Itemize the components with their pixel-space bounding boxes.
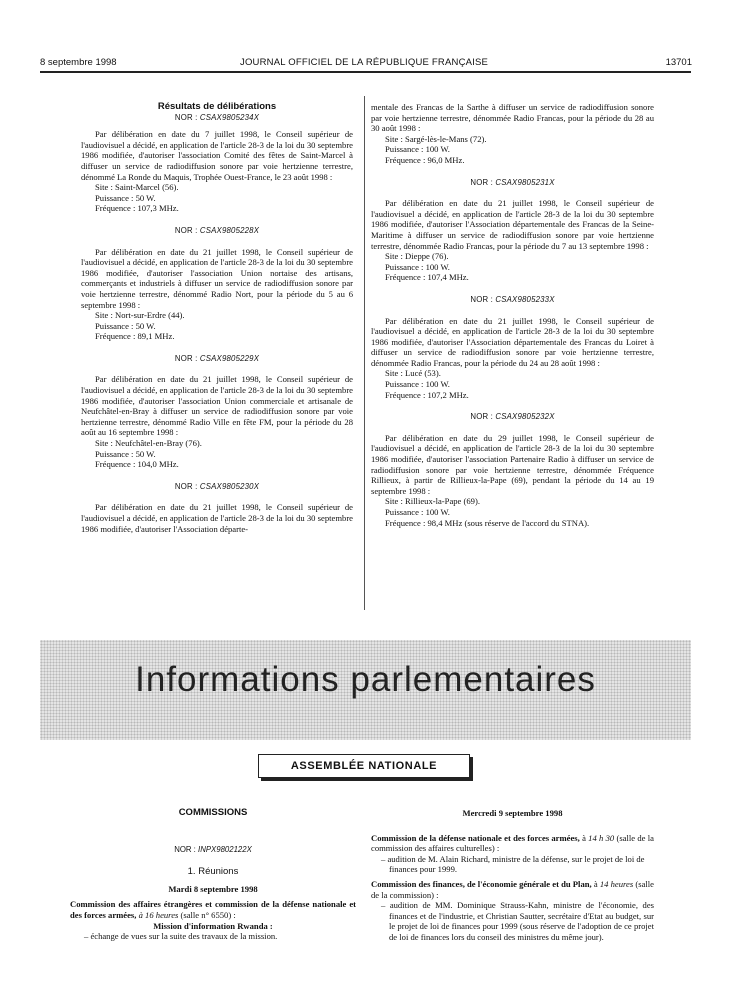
power-line: Puissance : 100 W. bbox=[385, 507, 450, 517]
frequency-line: Fréquence : 107,4 MHz. bbox=[385, 272, 469, 283]
nor-line: NOR : CSAX9805231X bbox=[470, 177, 555, 187]
left-column bbox=[81, 102, 353, 534]
agenda-item: – audition de MM. Dominique Strauss-Kahn, ministre de l'économie, des finances et de l'industrie, et Christian Sautter, secrétaire d'Etat au budget, sur le projet de loi de finances pour 1999 (sous réserve de l'adoption de ce projet de loi de finances lors du conseil des ministres du même jour). bbox=[381, 900, 654, 942]
site-line: Site : Dieppe (76). bbox=[385, 251, 449, 262]
power-line: Puissance : 100 W. bbox=[385, 379, 450, 390]
section-banner bbox=[40, 640, 691, 740]
deliberation-text: Par délibération en date du 21 juillet 1998, le Conseil supérieur de l'audiovisuel a décidé, en application de l'article 28-3 de la loi du 30 septembre 1986 modifiée, d'autoriser l'Association départementale des Francas du Loiret à diffuser un service de radiodiffusion sonore par voie hertzienne terrestre, dénommée Radio Francas, pour la période du 24 au 28 août 1998 : bbox=[371, 315, 654, 368]
site-line: Site : Rillieux-la-Pape (69). bbox=[385, 496, 480, 507]
deliberation-text: Par délibération en date du 21 juillet 1998, le Conseil supérieur de l'audiovisuel a décidé, en application de l'article 28-3 de la loi du 30 septembre 1986 modifiée, d'autoriser l'association Union commerciale et artisanale de Neufchâtel-en-Bray à diffuser un service de radiodiffusion sonore par voie hertzienne terrestre, dénommé Radio Ville en fête FM, pour la période du 28 août au 16 septembre 1998 : bbox=[81, 374, 353, 438]
day-heading: Mardi 8 septembre 1998 bbox=[168, 883, 258, 894]
nor-line: NOR : CSAX9805229X bbox=[174, 353, 260, 363]
journal-title: JOURNAL OFFICIEL DE LA RÉPUBLIQUE FRANÇAISE bbox=[240, 57, 489, 68]
continued-text: mentale des Francas de la Sarthe à diffuser un service de radiodiffusion sonore par voie hertzienne terrestre, dénommée Radio Francas, pour la période du 28 au 30 août 1998 : bbox=[371, 102, 654, 134]
frequency-line: Fréquence : 98,4 MHz (sous réserve de l'accord du STNA). bbox=[385, 517, 590, 528]
nor-line: NOR : CSAX9805232X bbox=[470, 412, 555, 422]
nor-line: NOR : CSAX9805234X bbox=[174, 112, 260, 122]
site-line: Site : Neufchâtel-en-Bray (76). bbox=[95, 438, 202, 449]
nor-line: NOR : INPX9802122X bbox=[174, 844, 252, 854]
section-heading: Résultats de délibérations bbox=[157, 101, 277, 112]
deliberation-text: Par délibération en date du 21 juillet 1998, le Conseil supérieur de l'audiovisuel a décidé, en application de l'article 28-3 de la loi du 30 septembre 1986 modifiée, d'autoriser l'association Union nortaise des artisans, commerçants et industriels à diffuser un service de radiodiffusion sonore par voie hertzienne terrestre, dénommé Radio Nort, pour la période du 5 au 6 septembre 1998 : bbox=[81, 246, 353, 310]
deliberation-text: Par délibération en date du 7 juillet 1998, le Conseil supérieur de l'audiovisuel a décidé, en application de l'article 28-3 de la loi du 30 septembre 1986 modifiée, d'autoriser l'association Comité des fêtes de Saint-Marcel à diffuser un service de radiodiffusion sonore par voie hertzienne terrestre, dénommé La Ronde du Maquis, Trophée Ouest-France, le 23 août 1998 : bbox=[81, 129, 353, 182]
commission-line: Commission des affaires étrangères et commission de la défense nationale et des forces armées, à 16 heures (salle n° 6550) : bbox=[70, 899, 356, 920]
frequency-line: Fréquence : 107,2 MHz. bbox=[385, 389, 469, 400]
nor-line: NOR : CSAX9805230X bbox=[174, 481, 260, 491]
frequency-line: Fréquence : 104,0 MHz. bbox=[95, 459, 179, 470]
assembly-title-box: ASSEMBLÉE NATIONALE bbox=[258, 754, 470, 778]
power-line: Puissance : 50 W. bbox=[95, 448, 156, 459]
site-line: Site : Nort-sur-Erdre (44). bbox=[95, 310, 185, 321]
reunions-heading: 1. Réunions bbox=[187, 866, 239, 878]
bottom-left-column bbox=[70, 808, 356, 942]
commission-line: Commission des finances, de l'économie générale et du Plan, à 14 heures (salle de la commission) : bbox=[371, 878, 655, 900]
power-line: Puissance : 50 W. bbox=[95, 192, 156, 203]
nor-line: NOR : CSAX9805228X bbox=[174, 225, 260, 235]
header-date: 8 septembre 1998 bbox=[40, 57, 117, 68]
site-line: Site : Sargé-lès-le-Mans (72). bbox=[385, 133, 487, 144]
bottom-right-column bbox=[371, 808, 654, 943]
nor-line: NOR : CSAX9805233X bbox=[470, 294, 555, 304]
commissions-heading: COMMISSIONS bbox=[178, 807, 248, 818]
page-number: 13701 bbox=[665, 57, 692, 68]
site-line: Site : Lucé (53). bbox=[385, 368, 441, 379]
deliberation-text: Par délibération en date du 21 juillet 1998, le Conseil supérieur de l'audiovisuel a décidé, en application de l'article 28-3 de la loi du 30 septembre 1986 modifiée, d'autoriser l'Association départe- bbox=[81, 502, 353, 534]
frequency-line: Fréquence : 96,0 MHz. bbox=[385, 154, 465, 165]
frequency-line: Fréquence : 89,1 MHz. bbox=[95, 331, 175, 342]
agenda-item: – audition de M. Alain Richard, ministre de la défense, sur le projet de loi de finances pour 1999. bbox=[381, 853, 645, 875]
deliberation-text: Par délibération en date du 21 juillet 1998, le Conseil supérieur de l'audiovisuel a décidé, en application de l'article 28-3 de la loi du 30 septembre 1986 modifiée, d'autoriser l'Association départementale des Francas de la Seine-Maritime à diffuser un service de radiodiffusion sonore par voie hertzienne terrestre, dénommée Radio Francas, pour la période du 7 au 13 septembre 1998 : bbox=[371, 198, 654, 251]
agenda-item: – échange de vues sur la suite des travaux de la mission. bbox=[84, 931, 278, 942]
right-column bbox=[371, 102, 654, 528]
power-line: Puissance : 100 W. bbox=[385, 261, 450, 272]
commission-line: Commission de la défense nationale et des forces armées, à 14 h 30 (salle de la commission des affaires culturelles) : bbox=[371, 832, 654, 854]
column-divider bbox=[364, 96, 365, 610]
site-line: Site : Saint-Marcel (56). bbox=[95, 182, 179, 193]
banner-title: Informations parlementaires bbox=[135, 660, 596, 699]
deliberation-text: Par délibération en date du 29 juillet 1998, le Conseil supérieur de l'audiovisuel a décidé, en application de l'article 28-3 de la loi du 30 septembre 1986 modifiée, d'autoriser l'association Partenaire Radio à diffuser un service de radiodiffusion sonore par voie hertzienne terrestre, dénommée Fréquence Rillieux, à partir de Rillieux-la-Pape (69), pendant la période du 14 au 19 septembre 1998 : bbox=[371, 432, 654, 496]
mission-heading: Mission d'information Rwanda : bbox=[153, 920, 273, 931]
power-line: Puissance : 50 W. bbox=[95, 320, 156, 331]
power-line: Puissance : 100 W. bbox=[385, 144, 450, 155]
day-heading: Mercredi 9 septembre 1998 bbox=[462, 808, 563, 818]
header-rule bbox=[40, 71, 691, 73]
frequency-line: Fréquence : 107,3 MHz. bbox=[95, 203, 179, 214]
